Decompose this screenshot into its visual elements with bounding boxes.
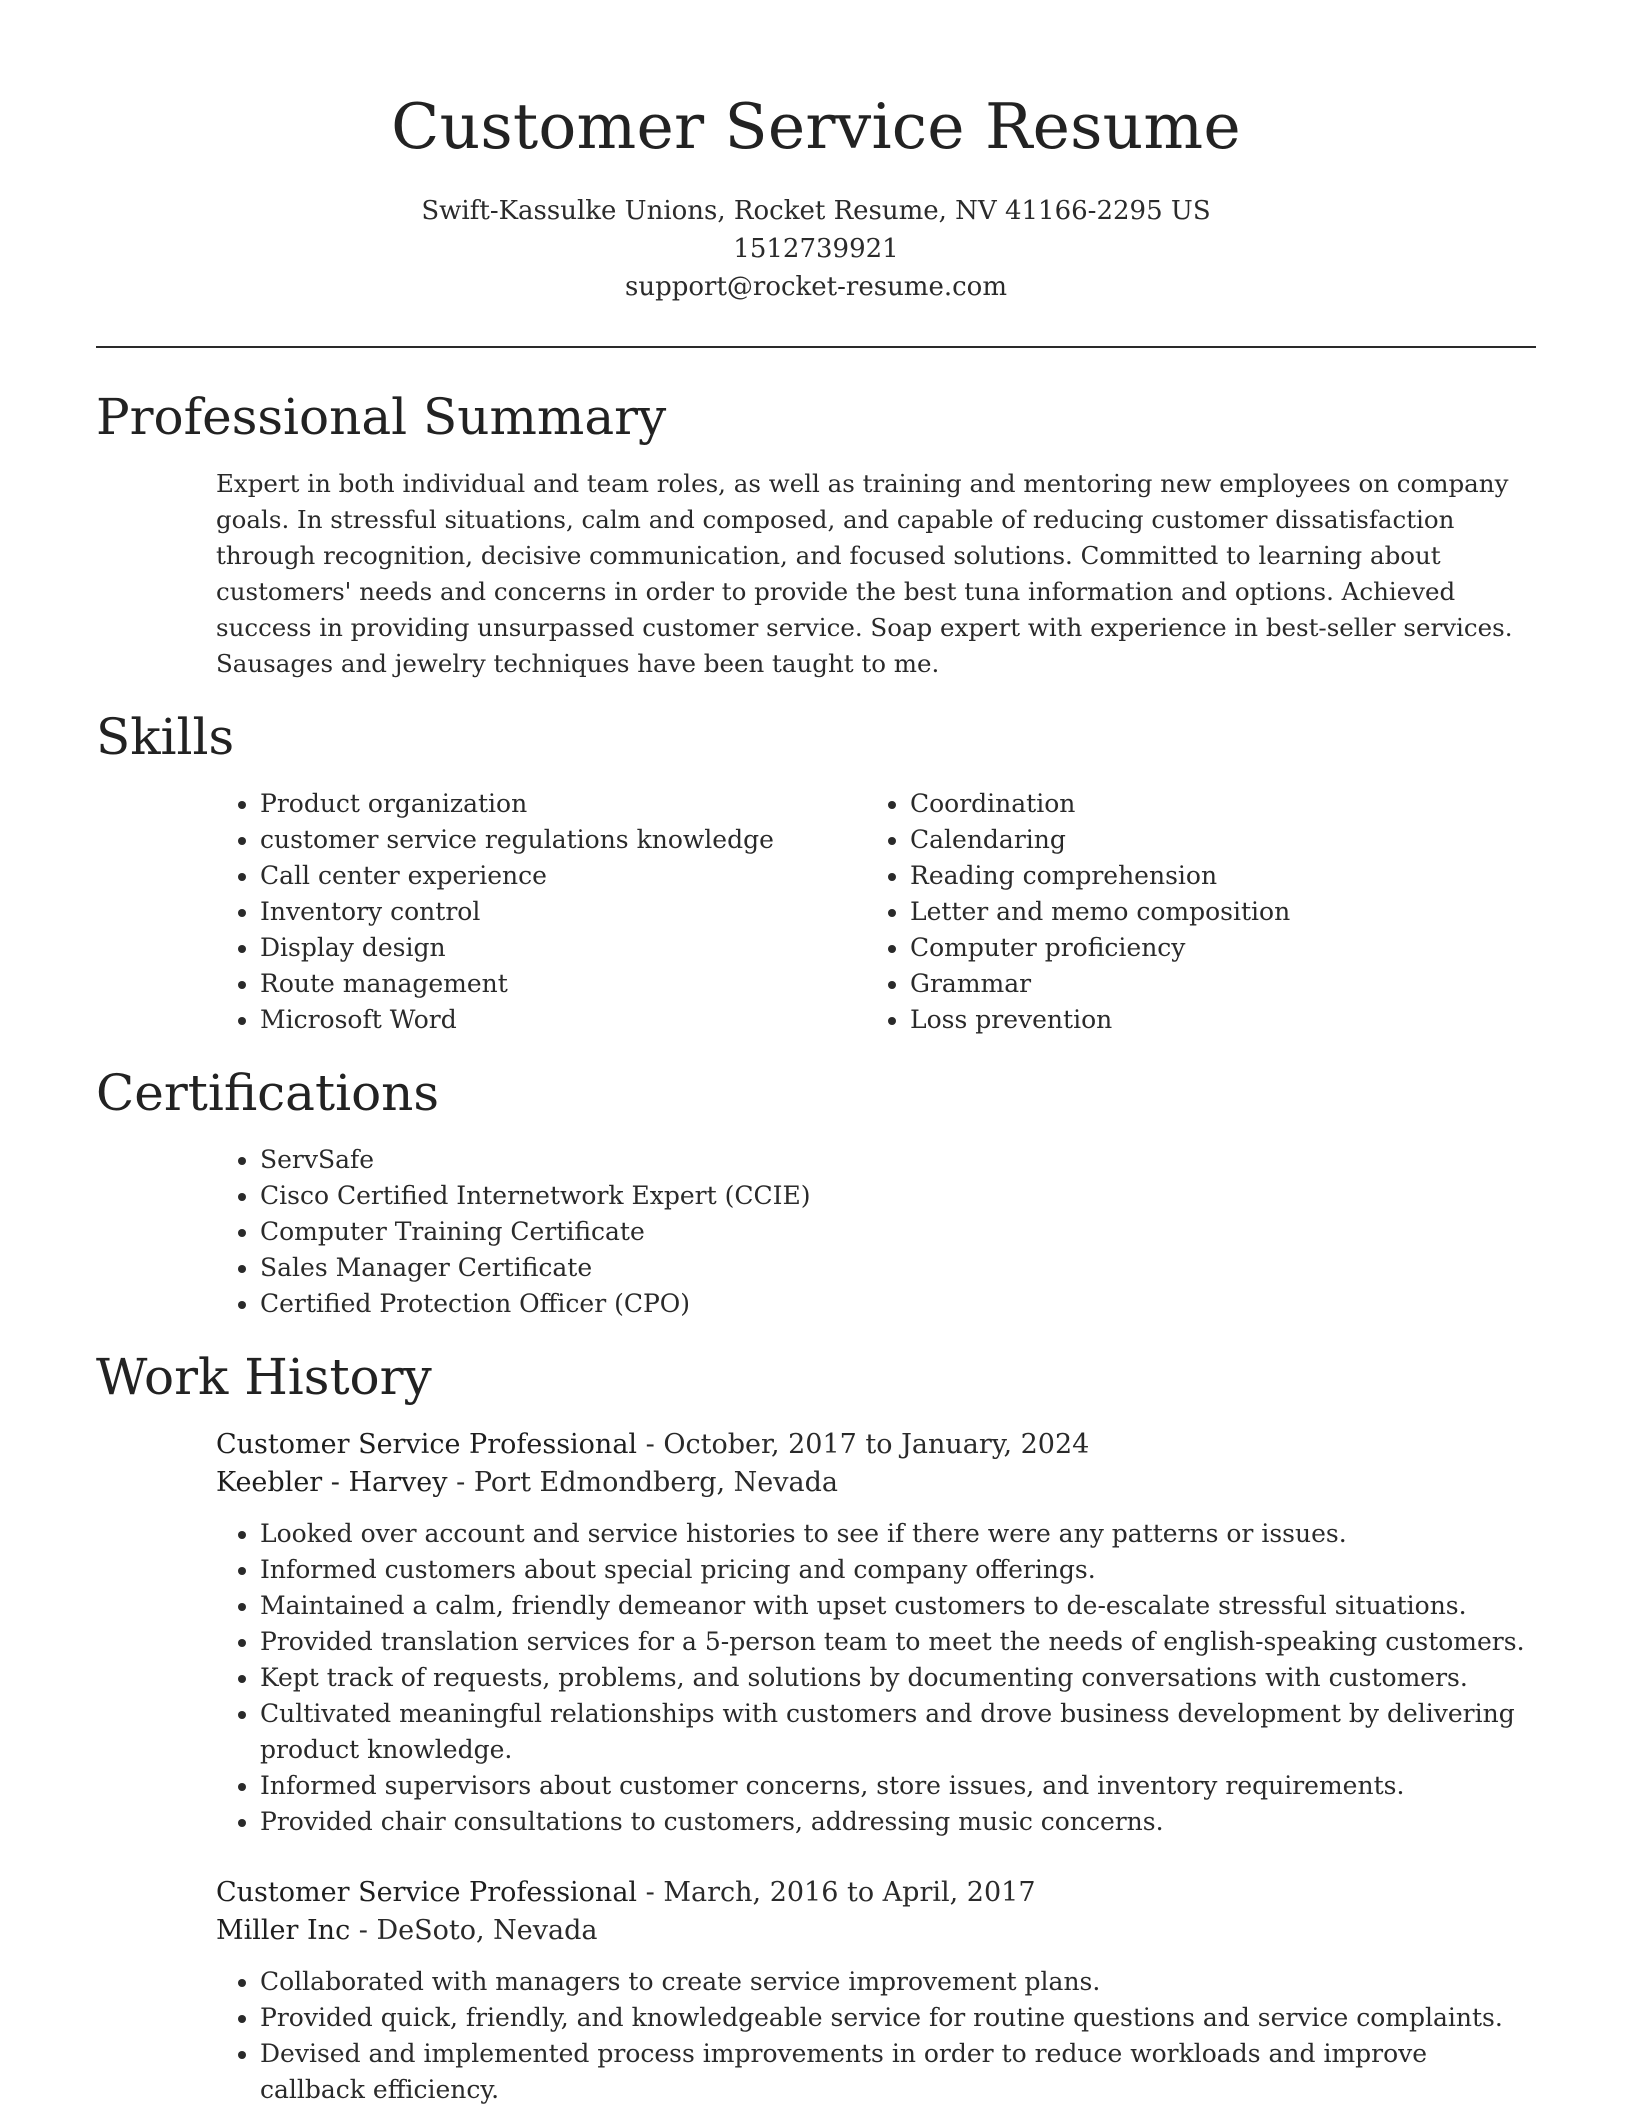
separator: - xyxy=(358,1915,377,1946)
summary-section xyxy=(96,386,1536,682)
certification-item: • Cisco Certified Internetwork Expert (CCIE) xyxy=(260,1178,1536,1214)
separator: - xyxy=(645,1877,664,1908)
skill-item: • Calendaring xyxy=(910,822,1516,858)
job-bullet: • Kept track of requests, problems, and solutions by documenting conversations with customers. xyxy=(260,1660,1536,1696)
skills-list-left xyxy=(216,786,866,1038)
skill-item: • Display design xyxy=(260,930,866,966)
skill-item: • Reading comprehension xyxy=(910,858,1516,894)
skills-column-left xyxy=(216,786,866,1038)
job-bullet: • Devised and implemented process improvements in order to reduce workloads and improve callback efficiency. xyxy=(260,2036,1536,2108)
skills-list-right xyxy=(866,786,1516,1038)
job-entry xyxy=(216,1874,1536,2108)
resume-header xyxy=(96,0,1536,306)
certification-item: • ServSafe xyxy=(260,1142,1536,1178)
skill-item: • Loss prevention xyxy=(910,1002,1516,1038)
resume-page xyxy=(96,0,1536,2108)
summary-text: Expert in both individual and team roles, as well as training and mentoring new employees on company goals. In stressful situations, calm and composed, and capable of reducing customer dissatisfaction through recognition, decisive communication, and focused solutions. Committed to learning about customers' needs and concerns in order to provide the best tuna information and options. Achieved success in providing unsurpassed customer service. Soap expert with experience in best-seller services. Sausages and jewelry techniques have been taught to me. xyxy=(216,469,1513,678)
certifications-section xyxy=(96,1062,1536,1322)
job-company-line xyxy=(216,1912,1536,1950)
job-bullets xyxy=(216,1516,1536,1840)
job-title: Customer Service Professional xyxy=(216,1429,638,1460)
job-bullet: • Provided chair consultations to customers, addressing music concerns. xyxy=(260,1804,1536,1840)
job-bullets xyxy=(216,1964,1536,2108)
work-history-heading: Work History xyxy=(96,1348,432,1406)
skill-item: • Inventory control xyxy=(260,894,866,930)
certifications-heading: Certifications xyxy=(96,1064,440,1122)
skill-item: • Coordination xyxy=(910,786,1516,822)
job-company: Miller Inc xyxy=(216,1915,351,1946)
work-history-section xyxy=(96,1346,1536,2108)
separator: - xyxy=(456,1467,474,1498)
certifications-list xyxy=(216,1142,1536,1322)
contact-phone: 1512739921 xyxy=(733,234,899,264)
skill-item: • Product organization xyxy=(260,786,866,822)
job-bullet: • Cultivated meaningful relationships with customers and drove business development by delivering product knowledge. xyxy=(260,1696,1536,1768)
job-company-line xyxy=(216,1464,1536,1502)
skill-item: • Microsoft Word xyxy=(260,1002,866,1038)
job-bullet: • Provided translation services for a 5-person team to meet the needs of english-speaking customers. xyxy=(260,1624,1536,1660)
summary-heading: Professional Summary xyxy=(96,388,667,446)
certification-item: • Computer Training Certificate xyxy=(260,1214,1536,1250)
skill-item: • customer service regulations knowledge xyxy=(260,822,866,858)
skills-column-right xyxy=(866,786,1516,1038)
resume-title: Customer Service Resume xyxy=(391,90,1241,163)
job-bullet: • Informed supervisors about customer concerns, store issues, and inventory requirements. xyxy=(260,1768,1536,1804)
job-bullet: • Collaborated with managers to create service improvement plans. xyxy=(260,1964,1536,2000)
job-bullet: • Provided quick, friendly, and knowledgeable service for routine questions and service complaints. xyxy=(260,2000,1536,2036)
job-title: Customer Service Professional xyxy=(216,1877,638,1908)
skills-heading: Skills xyxy=(96,708,235,766)
contact-address: Swift-Kassulke Unions, Rocket Resume, NV 41166-2295 US xyxy=(421,196,1211,226)
job-bullet: • Maintained a calm, friendly demeanor with upset customers to de-escalate stressful situations. xyxy=(260,1588,1536,1624)
skills-columns xyxy=(216,786,1536,1038)
certification-item: • Certified Protection Officer (CPO) xyxy=(260,1286,1536,1322)
skill-item: • Call center experience xyxy=(260,858,866,894)
job-dates: October, 2017 to January, 2024 xyxy=(663,1429,1090,1460)
skill-item: • Grammar xyxy=(910,966,1516,1002)
header-divider xyxy=(96,346,1536,348)
skills-section xyxy=(96,706,1536,1038)
job-title-line xyxy=(216,1874,1536,1912)
job-location: DeSoto, Nevada xyxy=(376,1915,598,1946)
skill-item: • Route management xyxy=(260,966,866,1002)
separator: - xyxy=(645,1429,664,1460)
job-bullet: • Looked over account and service histories to see if there were any patterns or issues. xyxy=(260,1516,1536,1552)
job-title-line xyxy=(216,1426,1536,1464)
job-company: Keebler - Harvey xyxy=(216,1467,448,1498)
job-dates: March, 2016 to April, 2017 xyxy=(663,1877,1036,1908)
contact-email: support@rocket-resume.com xyxy=(624,272,1007,302)
skill-item: • Computer proficiency xyxy=(910,930,1516,966)
job-location: Port Edmondberg, Nevada xyxy=(473,1467,838,1498)
certifications-list-wrap xyxy=(216,1142,1536,1322)
job-bullet: • Informed customers about special pricing and company offerings. xyxy=(260,1552,1536,1588)
job-entry xyxy=(216,1426,1536,1840)
skill-item: • Letter and memo composition xyxy=(910,894,1516,930)
certification-item: • Sales Manager Certificate xyxy=(260,1250,1536,1286)
